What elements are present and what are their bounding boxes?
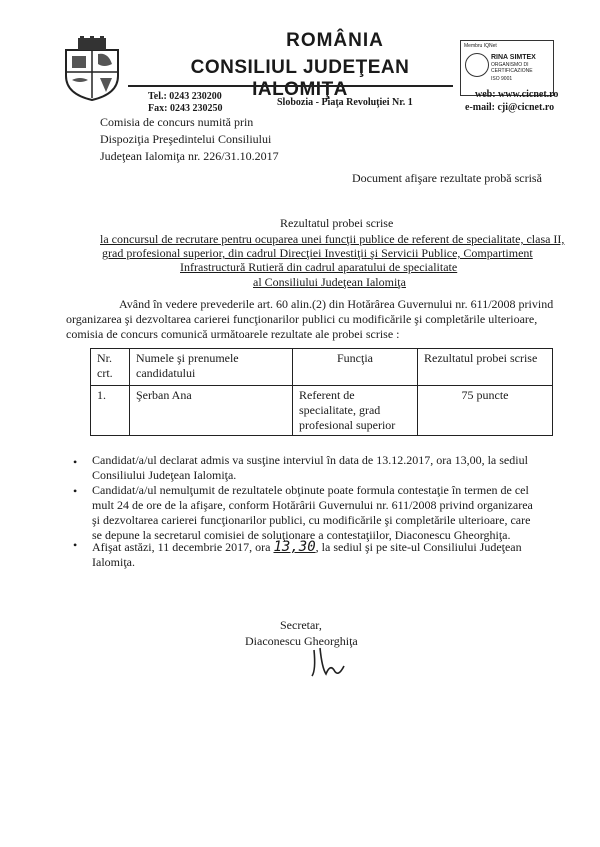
subtitle-line: al Consiliului Judeţean Ialomiţa bbox=[253, 275, 406, 289]
cert-subtitle: ORGANISMO DI CERTIFICAZIONE bbox=[491, 62, 533, 74]
document-title: Rezultatul probei scrise bbox=[280, 216, 394, 230]
intro-line: organizarea şi dezvoltarea carierei funcţionarilor publici cu modificările şi completările ulterioare, bbox=[66, 312, 538, 326]
rina-logo-icon bbox=[465, 53, 489, 77]
table-header-row bbox=[91, 349, 553, 386]
subtitle-line: grad profesional superior, din cadrul Direcţiei Investiţii şi Servicii Publice, Compartiment bbox=[102, 246, 533, 260]
county-coat-of-arms-icon bbox=[60, 36, 124, 102]
header-result: Rezultatul probei scrise bbox=[418, 349, 553, 386]
signature-name: Diaconescu Gheorghiţa bbox=[245, 634, 358, 648]
certification-badge bbox=[460, 40, 554, 96]
cert-brand: RINA SIMTEX bbox=[491, 54, 536, 61]
handwritten-time: 13,30 bbox=[273, 539, 316, 555]
intro-line: Având în vedere prevederile art. 60 alin.(2) din Hotărârea Guvernului nr. 611/2008 privind bbox=[119, 297, 554, 311]
bullet-icon: • bbox=[73, 484, 78, 498]
bullet-text: şi dezvoltarea carierei funcţionarilor publici, cu modificările şi completările ulterioare, care bbox=[92, 513, 531, 527]
posted-text-a: Afişat astăzi, 11 decembrie 2017, ora bbox=[92, 540, 274, 554]
header-email[interactable]: e-mail: cji@cicnet.ro bbox=[465, 102, 555, 113]
handwritten-signature bbox=[300, 640, 360, 680]
subtitle-line: Infrastructură Rutieră din cadrul aparatului de specialitate bbox=[180, 260, 458, 274]
cell-nr: 1. bbox=[91, 386, 130, 436]
bullet-text: Candidat/a/ul nemulţumit de rezultatele obţinute poate formula contestaţie în termen de cel bbox=[92, 483, 529, 497]
subtitle-line: la concursul de recrutare pentru ocuparea unei funcţii publice de referent de specialitate, clasa II, bbox=[100, 232, 565, 246]
bullet-text: Consiliului Judeţean Ialomiţa. bbox=[92, 468, 237, 482]
cell-name: Şerban Ana bbox=[130, 386, 293, 436]
bullet-icon: • bbox=[73, 455, 78, 469]
commission-line: Dispoziţia Preşedintelui Consiliului bbox=[100, 132, 272, 146]
bullet-text: se depune la secretarul comisiei de soluţionare a contestaţiilor, Diaconescu Gheorghiţa. bbox=[92, 528, 511, 542]
table-row bbox=[91, 386, 553, 436]
signature-role: Secretar, bbox=[280, 618, 322, 632]
header-function: Funcţia bbox=[293, 349, 418, 386]
cert-line: Membru IQNet bbox=[464, 43, 497, 49]
header-council-name: CONSILIUL JUDEŢEAN IALOMIŢA bbox=[190, 57, 410, 100]
results-table bbox=[90, 348, 553, 436]
posted-text-b: , la sediul şi pe site-ul Consiliului Judeţean bbox=[315, 540, 522, 554]
header-web[interactable]: web: www.cicnet.ro bbox=[475, 89, 559, 100]
cert-iso: ISO 9001 bbox=[491, 76, 513, 82]
bullet-text: Ialomiţa. bbox=[92, 555, 135, 569]
bullet-text: Candidat/a/ul declarat admis va susţine interviul în data de 13.12.2017, ora 13,00, la sediul bbox=[92, 453, 528, 467]
cell-result: 75 puncte bbox=[418, 386, 553, 436]
bullet-text bbox=[92, 539, 522, 555]
header-name: Numele şi prenumele candidatului bbox=[130, 349, 293, 386]
header-country: ROMÂNIA bbox=[286, 30, 384, 51]
intro-line: comisia de concurs comunică următoarele rezultate ale probei scrise : bbox=[66, 327, 400, 341]
header-fax: Fax: 0243 230250 bbox=[148, 103, 223, 114]
header-tel: Tel.: 0243 230200 bbox=[148, 91, 222, 102]
commission-line: Comisia de concurs numită prin bbox=[100, 115, 254, 129]
cell-function: Referent de specialitate, grad profesional superior bbox=[293, 386, 418, 436]
header-address: Slobozia - Piaţa Revoluţiei Nr. 1 bbox=[277, 97, 413, 108]
document-note: Document afişare rezultate probă scrisă bbox=[352, 171, 542, 185]
header-nr: Nr. crt. bbox=[91, 349, 130, 386]
bullet-text: mult 24 de ore de la afişare, conform Hotărârii Guvernului nr. 611/2008 privind organizarea bbox=[92, 498, 533, 512]
commission-line: Judeţean Ialomiţa nr. 226/31.10.2017 bbox=[100, 149, 279, 163]
header-divider bbox=[128, 85, 453, 87]
bullet-icon: • bbox=[73, 538, 78, 552]
